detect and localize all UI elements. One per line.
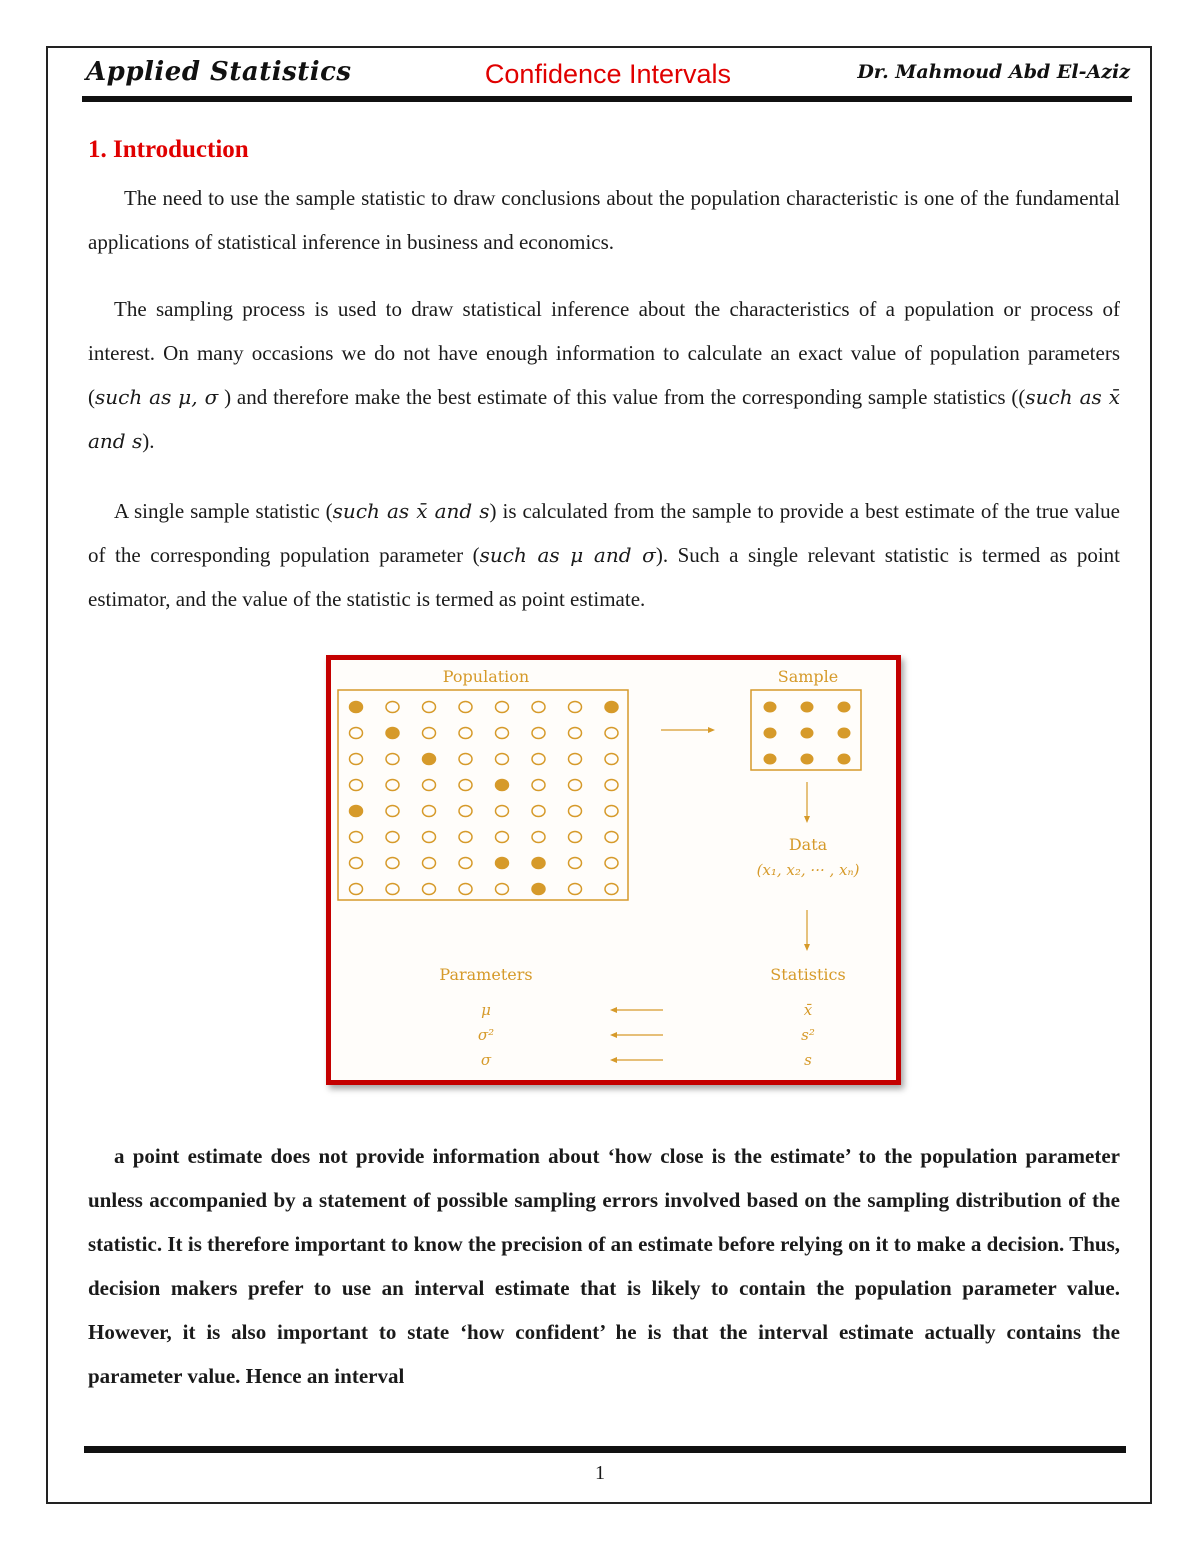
arrowhead: [804, 816, 810, 823]
population-dot: [569, 858, 582, 869]
sample-dot: [764, 728, 777, 739]
population-dot: [350, 832, 363, 843]
parameters-label: Parameters: [439, 965, 533, 984]
population-sample-figure: [326, 655, 901, 1085]
statistics-label: Statistics: [770, 965, 846, 984]
population-dot: [605, 806, 618, 817]
arrowhead: [610, 1032, 617, 1038]
statistic-symbol: s²: [801, 1026, 815, 1044]
paragraph-2-math-2: such as x̄ and s: [88, 385, 1120, 453]
population-dot: [496, 806, 509, 817]
parameter-symbol: σ²: [477, 1026, 495, 1044]
population-dot: [496, 832, 509, 843]
data-tuple: (x₁, x₂, ··· , xₙ): [756, 861, 860, 879]
population-box: [338, 690, 628, 900]
population-dot: [605, 884, 618, 895]
header-course-title: Applied Statistics: [86, 57, 352, 87]
population-dot: [423, 780, 436, 791]
population-dot-sampled: [496, 858, 509, 869]
population-dot: [350, 728, 363, 739]
population-dot: [532, 702, 545, 713]
figure-canvas: [331, 660, 896, 1080]
population-dot: [569, 780, 582, 791]
population-dots: [350, 702, 619, 895]
paragraph-2-math-1: such as μ, σ: [95, 385, 219, 409]
population-dot: [350, 858, 363, 869]
population-dot: [386, 780, 399, 791]
population-dot: [459, 728, 472, 739]
sample-dot: [838, 754, 851, 765]
population-dot: [350, 884, 363, 895]
statistic-symbol: s: [804, 1051, 812, 1069]
population-dot-sampled: [605, 702, 618, 713]
page-header: [86, 55, 1130, 95]
paragraph-2: [88, 287, 1120, 463]
population-dot: [386, 702, 399, 713]
population-dot: [459, 806, 472, 817]
population-dot: [569, 884, 582, 895]
population-dot: [386, 832, 399, 843]
paragraph-3-text-c: ). Such a single relevant statistic is termed as point estimator, and the value of the statistic is termed as point estimate.: [88, 543, 1120, 611]
population-dot: [496, 884, 509, 895]
parameter-symbol: σ: [480, 1051, 492, 1069]
sample-dot: [801, 728, 814, 739]
paragraph-3-text-a: A single sample statistic (: [114, 499, 333, 523]
population-dot: [386, 884, 399, 895]
sample-dot: [801, 754, 814, 765]
population-dot-sampled: [423, 754, 436, 765]
paragraph-4-text: a point estimate does not provide information about ‘how close is the estimate’ to the population parameter unless accompanied by a statement of possible sampling errors involved based on the sampling distribution of the statistic. It is therefore important to know the precision of an estimate before relying on it to make a decision. Thus, decision makers prefer to use an interval estimate that is likely to contain the population parameter value. However, it is also important to state ‘how confident’ he is that the interval estimate actually contains the parameter value. Hence an interval: [88, 1144, 1120, 1388]
header-rule: [82, 96, 1132, 102]
population-dot: [605, 780, 618, 791]
paragraph-3-math-2: such as μ and σ: [479, 543, 656, 567]
population-dot: [605, 832, 618, 843]
population-dot: [459, 832, 472, 843]
paragraph-3-math-1: such as x̄ and s: [332, 499, 490, 523]
population-dot: [423, 702, 436, 713]
population-dot: [569, 754, 582, 765]
sample-dot: [764, 702, 777, 713]
population-dot: [605, 728, 618, 739]
population-dot-sampled: [386, 728, 399, 739]
paragraph-1: [88, 176, 1120, 264]
paragraph-3-text-b: ) is calculated from the sample to provide a best estimate of the true value of the corresponding population parameter (: [88, 499, 1120, 567]
population-dot: [605, 858, 618, 869]
population-dot: [532, 780, 545, 791]
population-dot: [569, 728, 582, 739]
population-dot: [496, 702, 509, 713]
parameter-statistic-rows: [478, 1001, 815, 1069]
population-dot: [496, 754, 509, 765]
sample-label: Sample: [777, 667, 839, 686]
sample-dot: [801, 702, 814, 713]
population-label: Population: [442, 667, 530, 686]
population-dot: [459, 754, 472, 765]
population-dot: [459, 702, 472, 713]
population-dot: [532, 728, 545, 739]
population-dot: [569, 806, 582, 817]
population-dot: [423, 728, 436, 739]
arrowhead: [708, 727, 715, 733]
paragraph-3: [88, 489, 1120, 621]
section-title: 1. Introduction: [88, 136, 249, 163]
population-dot: [423, 806, 436, 817]
population-dot: [459, 858, 472, 869]
population-dot: [386, 806, 399, 817]
population-dot-sampled: [532, 884, 545, 895]
data-label: Data: [788, 835, 828, 854]
paragraph-2-text-a: The sampling process is used to draw statistical inference about the characteristics of a population or process of interest. On many occasions we do not have enough information to calculate an exact value of population parameters (: [88, 297, 1120, 409]
population-dot: [532, 832, 545, 843]
paragraph-2-text-c: ).: [142, 429, 155, 453]
sample-dot: [764, 754, 777, 765]
population-dot: [532, 754, 545, 765]
footer-rule: [84, 1446, 1126, 1453]
paragraph-1-text: The need to use the sample statistic to draw conclusions about the population characteristic is one of the fundamental applications of statistical inference in business and economics.: [88, 186, 1120, 254]
population-dot: [350, 754, 363, 765]
sample-dot: [838, 728, 851, 739]
population-dot: [569, 832, 582, 843]
header-topic-title: Confidence Intervals: [484, 59, 732, 89]
page-number: 1: [595, 1462, 605, 1484]
population-dot: [423, 858, 436, 869]
arrowhead: [610, 1057, 617, 1063]
population-dot: [459, 884, 472, 895]
parameter-symbol: μ: [481, 1001, 491, 1019]
population-dot: [459, 780, 472, 791]
sample-dots: [764, 702, 851, 765]
paragraph-2-text-b: ) and therefore make the best estimate of this value from the corresponding sample statistics ((: [218, 385, 1026, 409]
arrowhead: [804, 944, 810, 951]
population-dot: [423, 884, 436, 895]
population-dot-sampled: [350, 806, 363, 817]
population-dot-sampled: [532, 858, 545, 869]
population-dot: [386, 754, 399, 765]
population-dot: [496, 728, 509, 739]
header-author: Dr. Mahmoud Abd El-Aziz: [857, 61, 1130, 83]
paragraph-4: [88, 1134, 1120, 1398]
statistic-symbol: x̄: [803, 1001, 813, 1019]
population-dot: [386, 858, 399, 869]
population-dot: [605, 754, 618, 765]
population-dot: [423, 832, 436, 843]
arrowhead: [610, 1007, 617, 1013]
sample-dot: [838, 702, 851, 713]
population-dot: [532, 806, 545, 817]
population-dot-sampled: [496, 780, 509, 791]
population-dot: [569, 702, 582, 713]
population-dot: [350, 780, 363, 791]
population-dot-sampled: [350, 702, 363, 713]
